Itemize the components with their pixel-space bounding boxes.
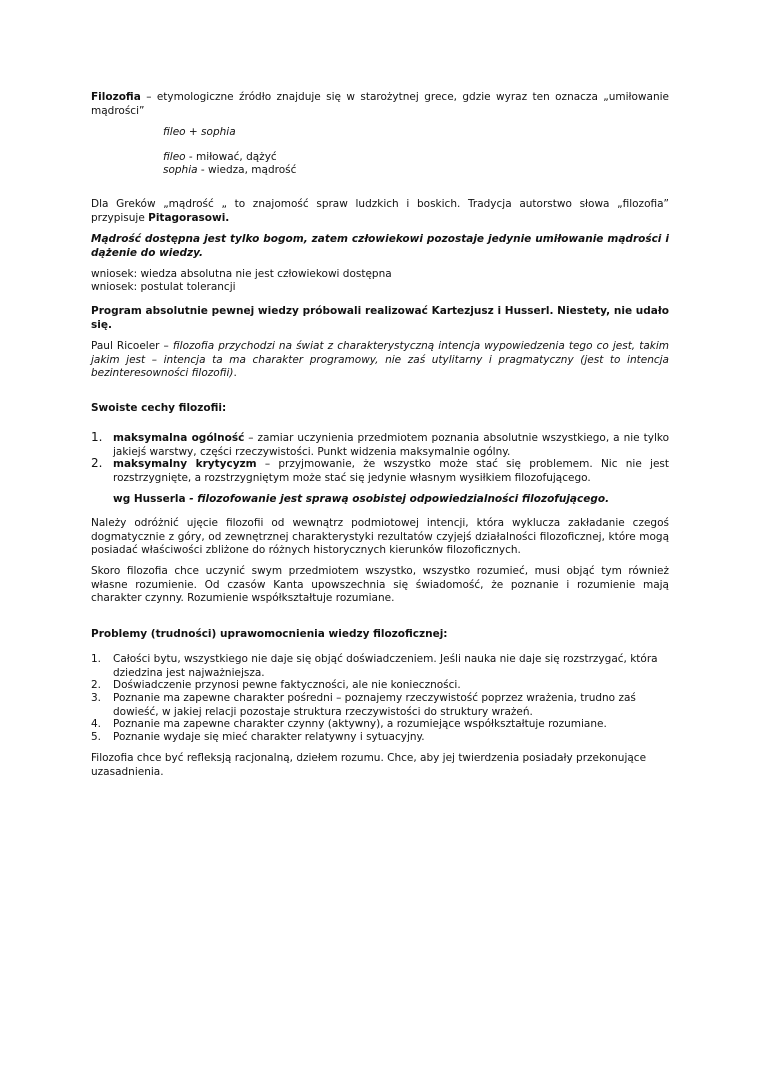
list-number: 5. [91, 731, 102, 743]
list-item [91, 718, 669, 731]
kant-paragraph: Skoro filozofia chce uczynić swym przedmiotem wszystko, wszystko rozumieć, musi objąć tym również własne rozumienie. Od czasów Kanta upowszechnia się świadomość, że poznanie i rozumienie mają charakter czynny. Rozumienie współkształtuje rozumiane. [91, 565, 669, 605]
definition-text: – etymologiczne źródło znajduje się w starożytnej grece, gdzie wyraz ten oznacza „umiłowanie mądrości” [91, 91, 669, 117]
etymology-sophia [163, 164, 296, 178]
fileo-word: fileo [163, 151, 186, 163]
list-item [91, 653, 669, 679]
list-item [91, 679, 669, 692]
list-item [91, 692, 669, 718]
list-number: 4. [91, 718, 102, 730]
list-item [91, 432, 669, 458]
list-text: Poznanie ma zapewne charakter pośredni – poznajemy rzeczywistość poprzez wrażenia, trudno zaś dowieść, w jakiej relacji pozostaje struktura rzeczywistości do struktury wrażeń. [113, 692, 636, 718]
husserl-quote [113, 493, 669, 507]
conclusion-1: wniosek: wiedza absolutna nie jest człowiekowi dostępna [91, 268, 392, 280]
ricoeur-end: . [233, 367, 237, 380]
features-heading: Swoiste cechy filozofii: [91, 402, 227, 414]
list-number: 2. [91, 679, 102, 691]
sophia-word: sophia [163, 164, 198, 176]
list-item [91, 458, 669, 484]
list-text [113, 432, 669, 459]
wisdom-statement: Mądrość dostępna jest tylko bogom, zatem człowiekowi pozostaje jedynie umiłowanie mądrości i dążenie do wiedzy. [91, 233, 669, 259]
feature-term: maksymalna ogólność [113, 432, 245, 444]
fileo-meaning: - miłować, dążyć [185, 151, 277, 163]
feature-term: maksymalny krytycyzm [113, 458, 257, 470]
intro-definition [91, 91, 669, 118]
sophia-meaning: - wiedza, mądrość [197, 164, 297, 176]
ricoeur-name: Paul Ricoeler – [91, 340, 173, 352]
closing-paragraph: Filozofia chce być refleksją racjonalną, dziełem rozumu. Chce, aby jej twierdzenia posiadały przekonujące uzasadnienia. [91, 752, 647, 778]
list-item [91, 731, 669, 744]
program-statement: Program absolutnie pewnej wiedzy próbowali realizować Kartezjusz i Husserl. Niestety, nie udało się. [91, 305, 669, 331]
list-text: Poznanie wydaje się mieć charakter relatywny i sytuacyjny. [113, 731, 425, 743]
feature-text: – przyjmowanie, że wszystko może stać się problemem. Nic nie jest rozstrzygnięte, a rozstrzygniętym może stać się jedynie własnym wysiłkiem filozofującego. [113, 458, 669, 484]
list-text: Całości bytu, wszystkiego nie daje się objąć doświadczeniem. Jeśli nauka nie daje się rozstrzygać, która dziedzina jest najważniejsza. [113, 653, 658, 679]
ricoeur-paragraph [91, 340, 669, 381]
greeks-text: Dla Greków „mądrość „ to znajomość spraw ludzkich i boskich. Tradycja autorstwo słowa „filozofia” przypisuje [91, 198, 669, 224]
list-number: 1. [91, 430, 103, 444]
list-text: Doświadczenie przynosi pewne faktyczności, ale nie konieczności. [113, 679, 461, 691]
greeks-paragraph [91, 198, 669, 225]
pitagoras-name: Pitagorasowi. [148, 211, 230, 224]
etymology-fileo [163, 151, 277, 165]
list-text: Poznanie ma zapewne charakter czynny (aktywny), a rozumiejące współkształtuje rozumiane. [113, 718, 607, 730]
ricoeur-quote: filozofia przychodzi na świat z charakterystyczną intencja wypowiedzenia tego co jest, takim jakim jest – intencja ta ma charakter programowy, nie zaś utylitarny i pragmatyczny (jest to intencja bezinteresowności filozofii) [91, 340, 669, 380]
husserl-text: - filozofowanie jest sprawą osobistej odpowiedzialności filozofującego. [185, 493, 610, 505]
term-filozofia: Filozofia [91, 91, 141, 103]
list-number: 2. [91, 456, 103, 470]
feature-text: – zamiar uczynienia przedmiotem poznania absolutnie wszystkiego, a nie tylko jakiejś warstwy, części rzeczywistości. Punkt widzenia maksymalnie ogólny. [113, 432, 669, 458]
list-number: 1. [91, 653, 102, 665]
distinguish-paragraph: Należy odróżnić ujęcie filozofii od wewnątrz podmiotowej intencji, która wyklucza zakładanie czegoś dogmatycznie z góry, od zewnętrznej charakterystyki rezultatów czyjejś działalności filozoficznej, które mogą posiadać właściwości zbliżone do różnych historycznych kierunków filozoficznych. [91, 517, 669, 557]
etymology-formula: fileo + sophia [163, 126, 236, 138]
husserl-label: wg Husserla [113, 493, 186, 505]
conclusion-2: wniosek: postulat tolerancji [91, 281, 236, 293]
problems-heading: Problemy (trudności) uprawomocnienia wiedzy filozoficznej: [91, 628, 448, 640]
list-number: 3. [91, 692, 102, 704]
list-text [113, 458, 669, 485]
